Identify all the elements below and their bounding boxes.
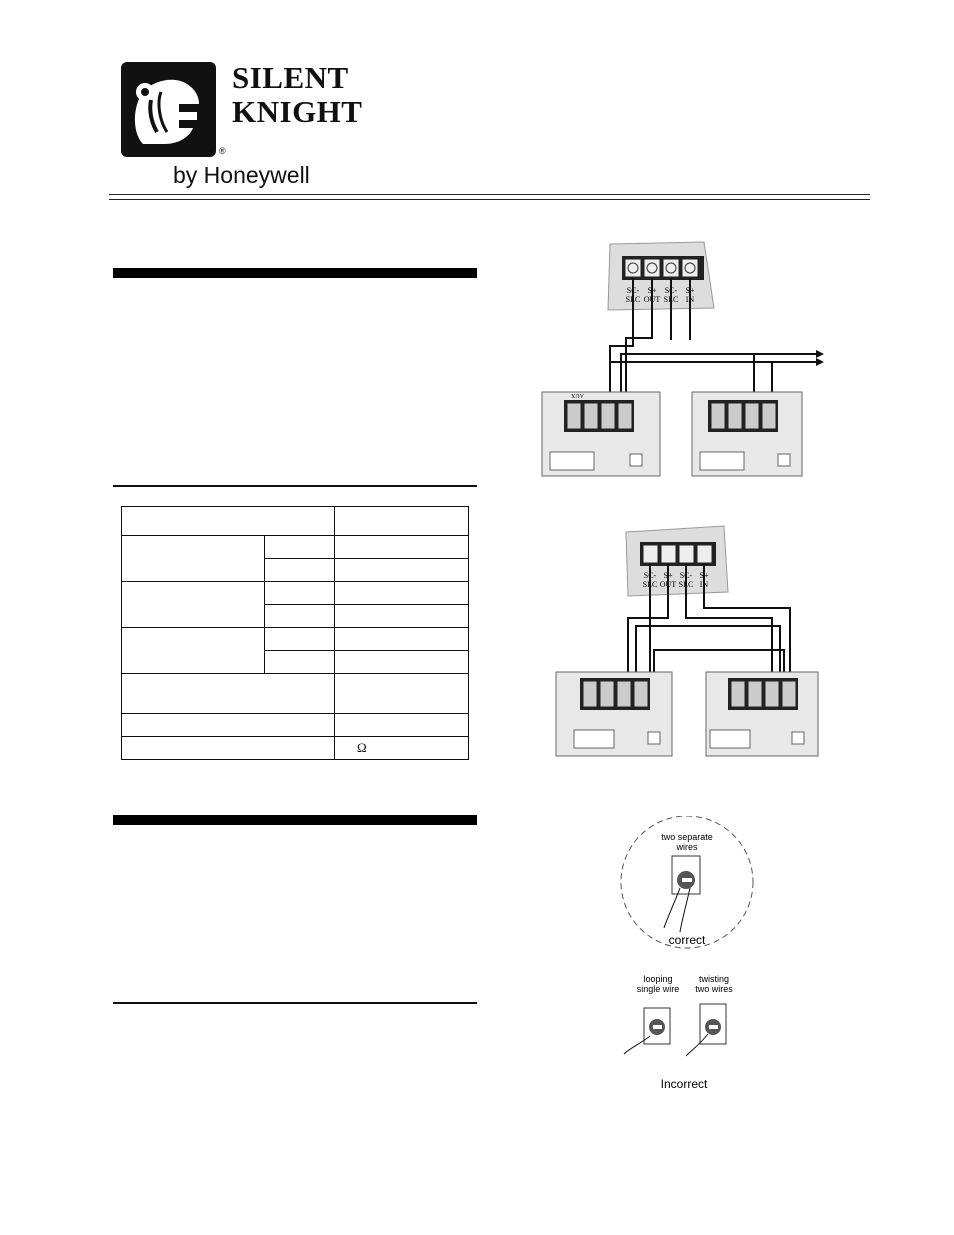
correct-caption: two separate	[661, 832, 713, 842]
table-cell	[335, 559, 469, 582]
header-rule-second	[109, 199, 870, 200]
section-divider-2	[113, 1002, 477, 1004]
table-cell	[265, 536, 335, 559]
terminal-label: S+	[685, 286, 695, 295]
table-cell	[265, 559, 335, 582]
correct-label: correct	[668, 933, 706, 947]
section-divider-1	[113, 485, 477, 487]
table-cell	[335, 628, 469, 651]
table-cell	[335, 674, 469, 714]
table-cell	[122, 737, 335, 760]
terminal-label: SC-	[679, 571, 693, 580]
correct-caption-line2: wires	[676, 842, 698, 852]
table-row	[122, 737, 469, 760]
table-row	[122, 714, 469, 737]
knight-logo	[121, 62, 216, 157]
section-heading-bar-2	[113, 815, 477, 825]
table-row	[122, 582, 469, 605]
terminal-label: IN	[685, 295, 695, 304]
looping-caption-line2: single wire	[636, 984, 680, 994]
specifications-table	[121, 506, 469, 760]
table-cell	[335, 651, 469, 674]
ohm-symbol: Ω	[335, 737, 469, 760]
wiring-diagram-class-b	[536, 238, 836, 478]
registered-mark: ®	[219, 146, 226, 156]
table-cell	[335, 605, 469, 628]
terminal-label: OUT	[643, 295, 661, 304]
table-row	[122, 674, 469, 714]
table-row	[122, 536, 469, 559]
table-cell	[122, 507, 335, 536]
wiring-diagram-class-a	[552, 522, 832, 758]
table-cell	[265, 605, 335, 628]
terminal-wiring-illustration	[600, 816, 770, 1096]
table-cell	[265, 651, 335, 674]
terminal-label: SC-	[626, 286, 640, 295]
section-heading-bar-1	[113, 268, 477, 278]
header-rule	[109, 194, 870, 195]
table-cell	[122, 674, 335, 714]
looping-caption: looping	[643, 974, 673, 984]
table-cell	[265, 628, 335, 651]
knight-helmet-icon	[121, 62, 216, 157]
twisting-caption-line2: two wires	[695, 984, 733, 994]
terminal-label: S+	[647, 286, 657, 295]
table-cell	[335, 507, 469, 536]
table-cell	[122, 582, 265, 628]
table-cell	[335, 714, 469, 737]
incorrect-label: Incorrect	[660, 1077, 708, 1091]
brand-name-line1: SILENT	[232, 60, 349, 95]
terminal-label: SLC	[625, 295, 641, 304]
table-cell	[122, 714, 335, 737]
twisting-caption: twisting	[698, 974, 730, 984]
table-cell	[335, 582, 469, 605]
brand-name-line2: KNIGHT	[232, 94, 363, 129]
module-label: AUX	[571, 392, 584, 398]
terminal-label: S+	[663, 571, 673, 580]
terminal-label: SLC	[642, 580, 658, 589]
terminal-label: S+	[699, 571, 709, 580]
terminal-label: SC-	[643, 571, 657, 580]
brand-byline: by Honeywell	[173, 162, 310, 188]
terminal-label: SLC	[678, 580, 694, 589]
table-cell	[122, 536, 265, 582]
table-cell	[122, 628, 265, 674]
table-cell	[265, 582, 335, 605]
terminal-label: SC-	[664, 286, 678, 295]
table-cell	[335, 536, 469, 559]
terminal-label: SLC	[663, 295, 679, 304]
table-row	[122, 628, 469, 651]
terminal-label: IN	[699, 580, 709, 589]
terminal-label: OUT	[659, 580, 677, 589]
table-row	[122, 507, 469, 536]
